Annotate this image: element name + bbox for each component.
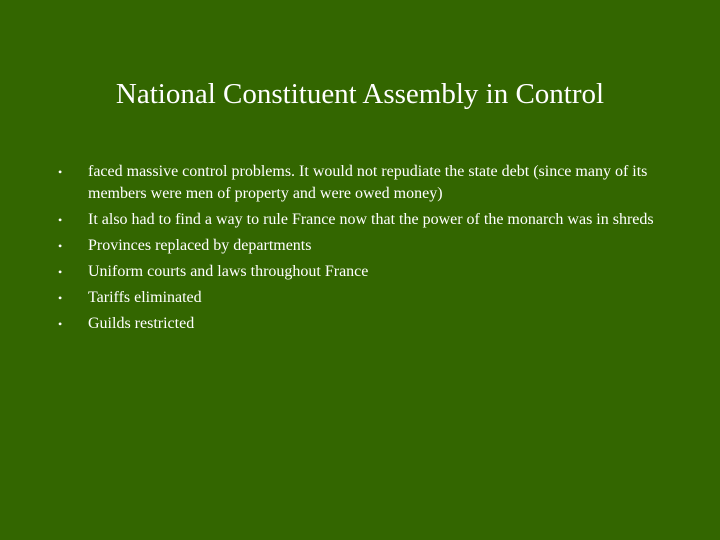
- bullet-list: [0, 161, 720, 339]
- bullet-text: faced massive control problems. It would not repudiate the state debt (since many of its members were men of property and were owed money): [88, 163, 648, 202]
- slide-title: National Constituent Assembly in Control: [115, 78, 605, 110]
- bullet-icon: •: [58, 239, 63, 253]
- bullet-text: Uniform courts and laws throughout France: [88, 263, 369, 280]
- bullet-icon: •: [58, 317, 63, 331]
- bullet-item: [0, 313, 720, 335]
- bullet-text: Provinces replaced by departments: [88, 237, 312, 254]
- bullet-icon: •: [58, 265, 63, 279]
- bullet-text: Tariffs eliminated: [88, 289, 202, 306]
- bullet-text: Guilds restricted: [88, 315, 195, 332]
- bullet-text: It also had to find a way to rule France now that the power of the monarch was in shreds: [88, 211, 654, 228]
- bullet-item: [0, 261, 720, 283]
- bullet-item: [0, 287, 720, 309]
- bullet-icon: •: [58, 213, 63, 227]
- bullet-icon: •: [58, 291, 63, 305]
- bullet-item: [0, 161, 720, 205]
- bullet-item: [0, 235, 720, 257]
- bullet-icon: •: [58, 165, 63, 179]
- bullet-item: [0, 209, 720, 231]
